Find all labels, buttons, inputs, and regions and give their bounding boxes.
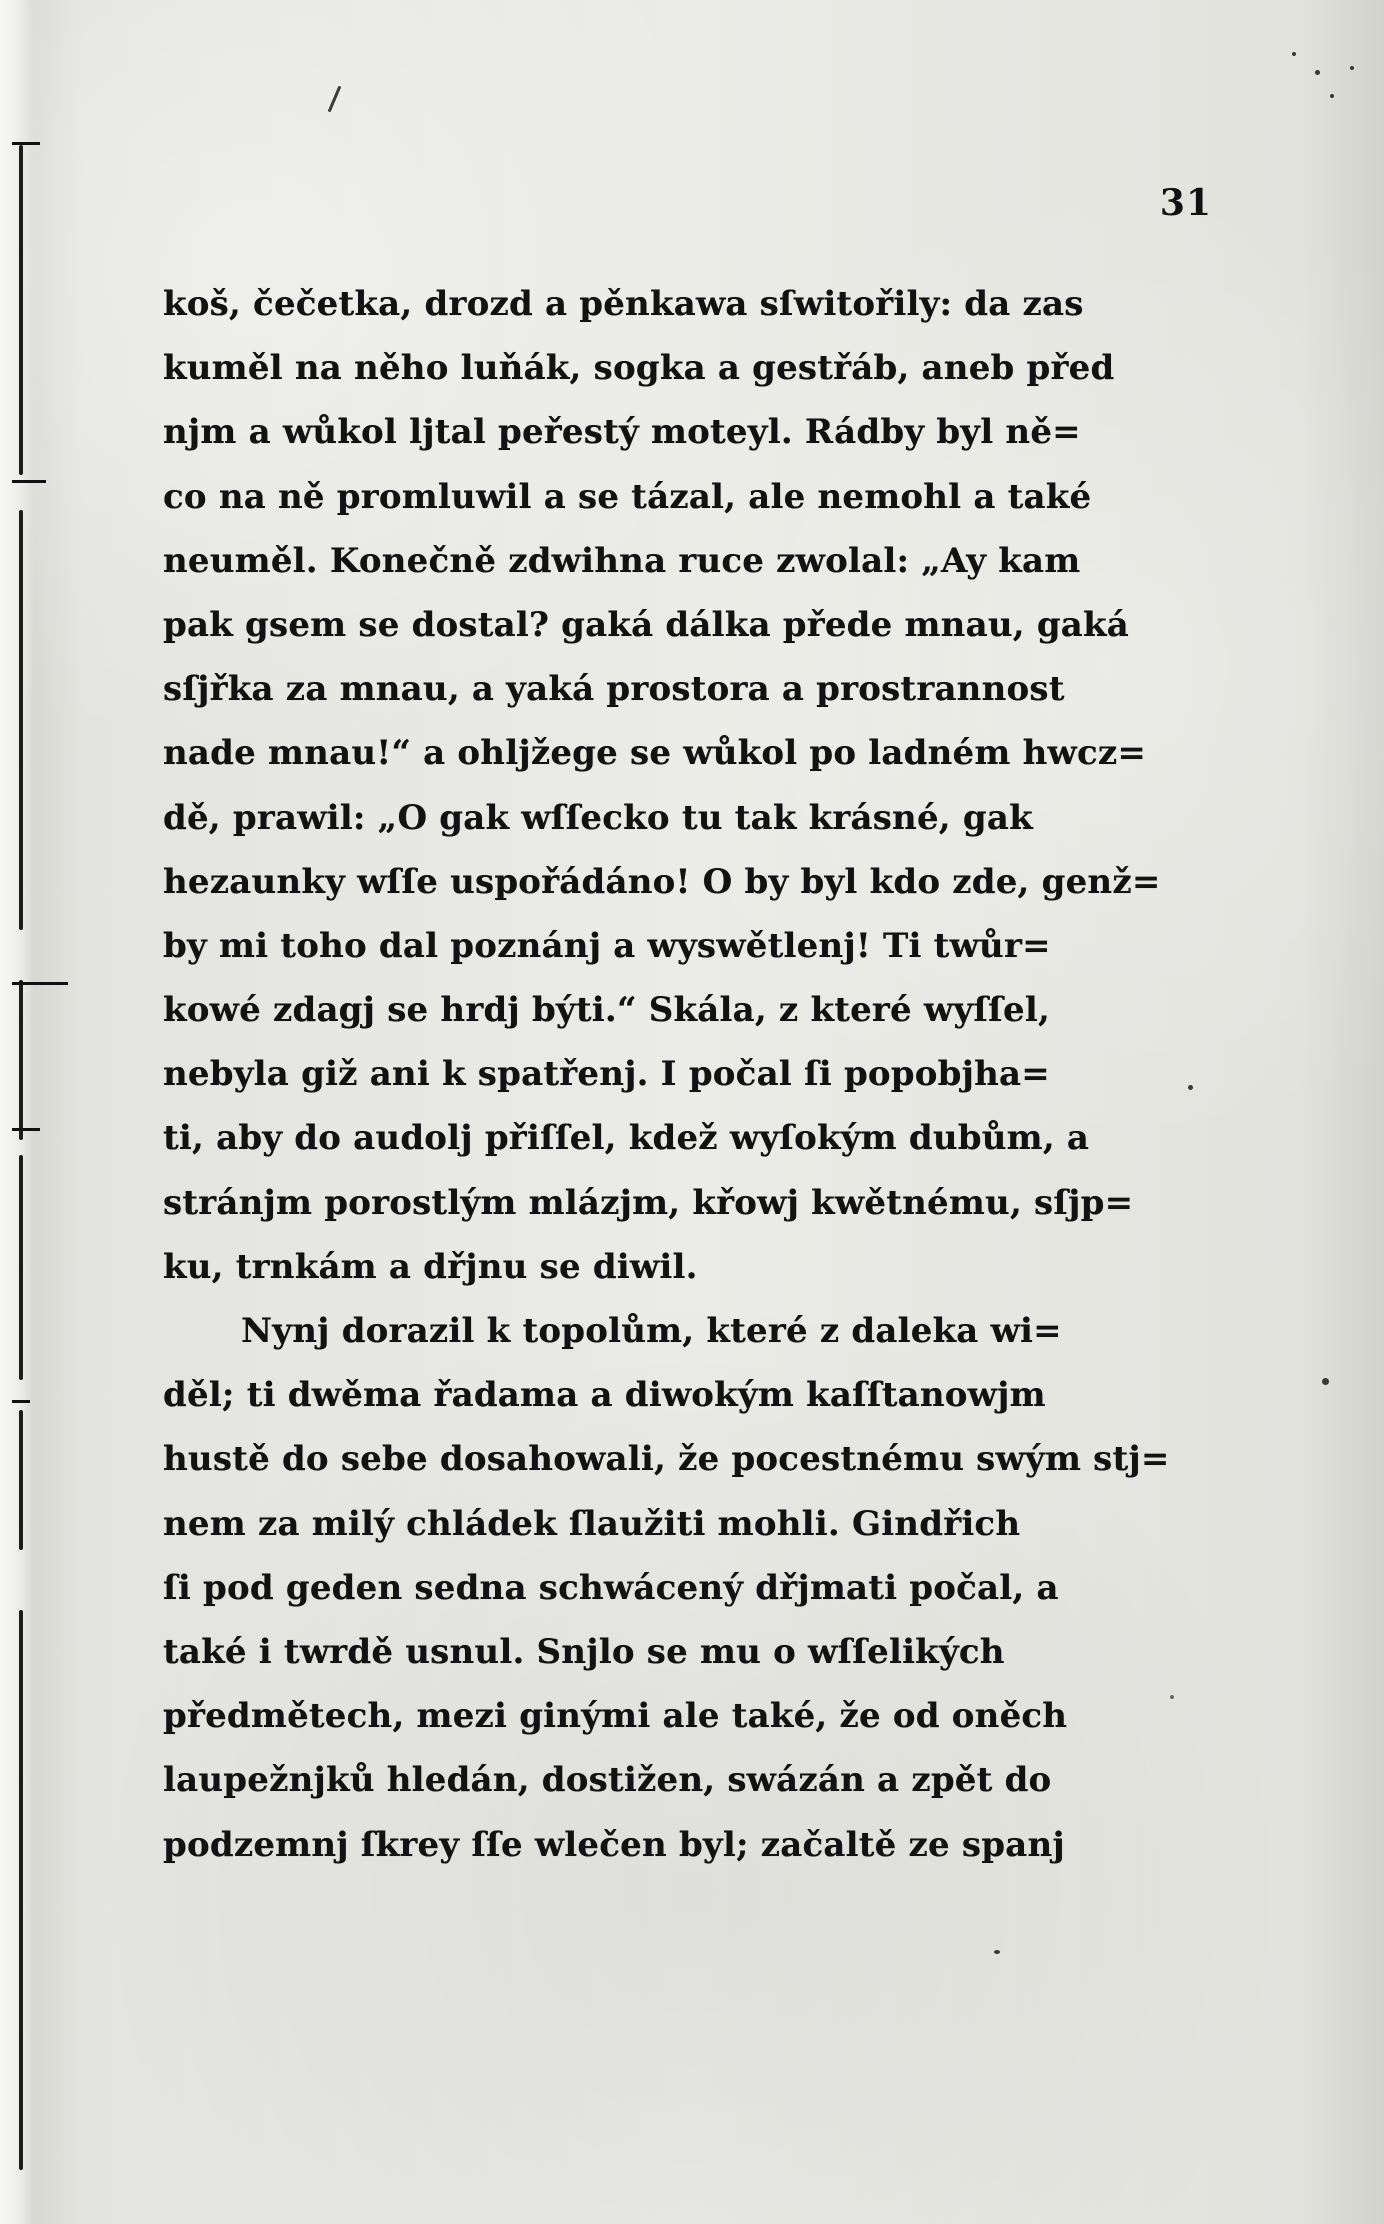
text-line: děl; ti dwěma řadama a diwokým kaſſtanowjm [163, 1375, 1046, 1416]
text-line: stránjm porostlým mlázjm, křowj kwětnému, sſjp= [163, 1182, 1134, 1223]
text-line: co na ně promluwil a se tázal, ale nemohl a také [163, 476, 1092, 517]
text-line: nebyla giž ani k spatřenj. I počal ſi popobjha= [163, 1054, 1050, 1095]
page-text [163, 272, 1203, 1877]
edge-tick-mark [12, 1128, 40, 1131]
edge-tick-mark [12, 1400, 30, 1403]
scan-speck [1330, 94, 1334, 98]
text-line: nem za milý chládek ſlaužiti mohli. Gindřich [163, 1503, 1021, 1544]
text-line: ku, trnkám a dřjnu se diwil. [163, 1246, 698, 1287]
scan-speck [1350, 66, 1354, 70]
scan-speck [1315, 70, 1320, 75]
scan-left-edge [0, 0, 34, 2224]
text-line: podzemnj ſkrey ſſe wlečen byl; začaltě ze spanj [163, 1824, 1065, 1865]
binding-mark [19, 1610, 23, 2170]
text-line: by mi toho dal poznánj a wyswětlenj! Ti twůr= [163, 925, 1051, 966]
scan-speck [1292, 52, 1296, 56]
text-line: njm a wůkol ljtal peřestý moteyl. Rádby byl ně= [163, 412, 1081, 453]
text-line: neuměl. Konečně zdwihna ruce zwolal: „Ay kam [163, 540, 1081, 581]
text-line: laupežnjků hledán, dostižen, swázán a zpět do [163, 1760, 1052, 1801]
text-line: koš, čečetka, drozd a pěnkawa sſwitořily: da zas [163, 284, 1084, 324]
binding-mark [19, 510, 23, 930]
text-line: kowé zdagj se hrdj býti.“ Skála, z které wyſſel, [163, 990, 1050, 1031]
binding-mark [19, 145, 23, 475]
scan-speck [994, 1950, 1000, 1954]
text-line: také i twrdě usnul. Snjlo se mu o wſſelikých [163, 1631, 1005, 1672]
text-line: dě, prawil: „O gak wſſecko tu tak krásné, gak [163, 797, 1033, 838]
text-line: nade mnau!“ a ohljžege se wůkol po ladném hwcz= [163, 733, 1147, 774]
page-number: 31 [1159, 182, 1212, 224]
text-line: předmětech, mezi ginými ale také, že od oněch [163, 1696, 1068, 1737]
text-line: ſi pod geden sedna schwácený dřjmati počal, a [163, 1567, 1059, 1608]
edge-tick-mark [12, 982, 68, 985]
text-line: Nynj dorazil k topolům, které z daleka wi= [241, 1311, 1062, 1351]
text-line: hustě do sebe dosahowali, že pocestnému swým stj= [163, 1439, 1170, 1480]
binding-mark [19, 1155, 23, 1380]
binding-mark [19, 1410, 23, 1550]
edge-tick-mark [12, 142, 40, 145]
text-line: pak gsem se dostal? gaká dálka přede mnau, gaká [163, 604, 1130, 645]
scan-speck [328, 86, 342, 113]
scan-speck [1322, 1378, 1329, 1385]
binding-mark [19, 980, 23, 1140]
text-line: sſjřka za mnau, a yaká prostora a prostrannost [163, 669, 1065, 710]
edge-tick-mark [12, 480, 46, 483]
text-line: kuměl na něho luňák, sogka a gestřáb, aneb před [163, 348, 1115, 389]
text-line: hezaunky wſſe uspořádáno! O by byl kdo zde, genž= [163, 861, 1161, 902]
text-line: ti, aby do audolj přiſſel, kdež wyſokým dubům, a [163, 1118, 1090, 1159]
